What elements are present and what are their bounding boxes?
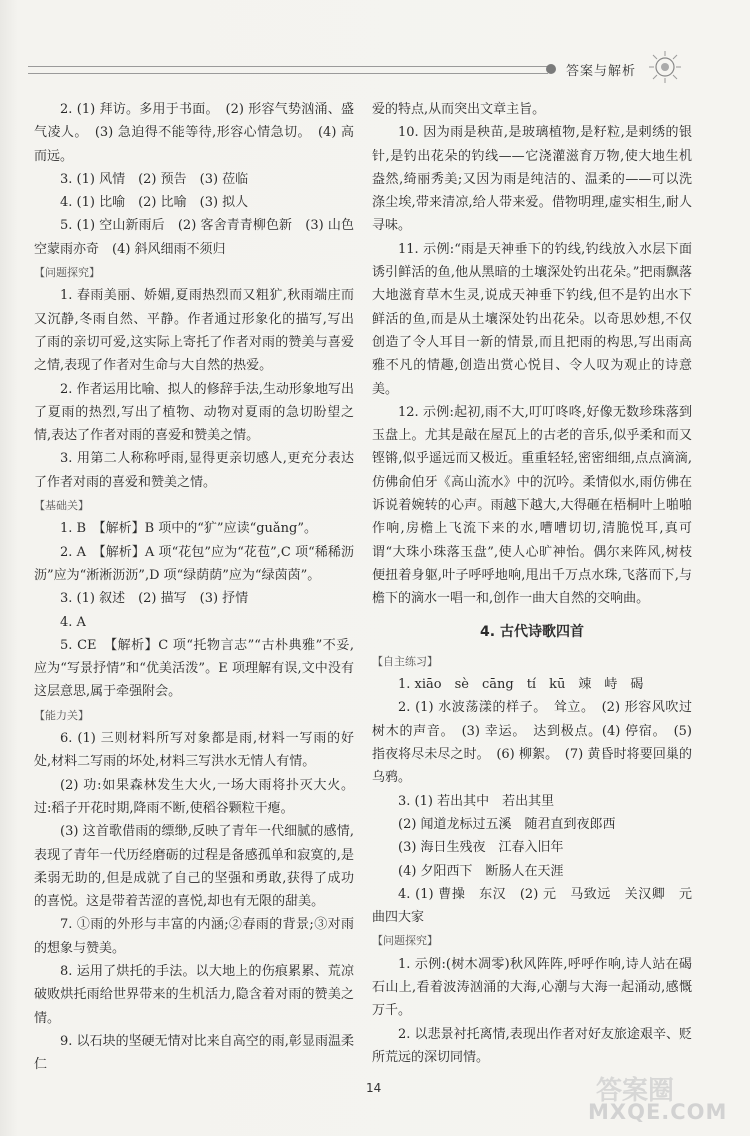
answer-paragraph: 1. xiāo sè cāng tí kū 竦 峙 碣 [398,677,644,693]
answer-paragraph: 12. 示例:起初,雨不大,叮叮咚咚,好像无数珍珠落到玉盘上。尤其是敲在屋瓦上的古老的音乐,似乎柔和而又铿锵,似乎遥远而又极近。重重轻轻,密密细细,点点滴滴,仿佛俞伯牙《高山流水》中的沉吟。柔情似水,雨仿佛在诉说着婉转的心声。雨越下越大,大得砸在梧桐叶上啪啪作响,房檐上飞流下来的水,嘈嘈切切,清脆悦耳,真可谓“大珠小珠落玉盘”,使人心旷神怡。偶尔来阵风,树枝便扭着身躯,叶子呼呼地响,甩出千万点水珠,飞落而下,与檐下的滴水一唱一和,创作一曲大自然的交响曲。 [372,404,692,607]
answer-paragraph: 4. A [60,614,86,630]
sun-emblem-icon [648,50,682,84]
answer-paragraph: 1. 春雨美丽、娇媚,夏雨热烈而又粗犷,秋雨端庄而又沉静,冬雨自然、平静。作者通过形象化的描写,写出了雨的亲切可爱,这实际上寄托了作者对雨的赞美与喜爱之情,表现了作者对生命与大自然的热爱。 [34,288,354,374]
watermark-bottom-text: MXQE.COM [588,1100,728,1124]
section-tag: 【问题探究】 [372,934,438,948]
answer-paragraph: 1. B 【解析】B 项中的“犷”应读“guǎng”。 [60,521,317,537]
answer-paragraph: 2. A 【解析】A 项“花包”应为“花苞”,C 项“稀稀沥沥”应为“淅淅沥沥”,D 项“绿荫荫”应为“绿茵茵”。 [34,544,354,583]
left-column [34,98,354,1076]
watermark-logo [588,1070,738,1130]
section-title: 4. 古代诗歌四首 [480,623,584,640]
answer-paragraph: 5. CE 【解析】C 项“托物言志”“古朴典雅”不妥,应为“写景抒情”和“优美活泼”。E 项理解有误,文中没有这层意思,属于牵强附会。 [34,637,354,700]
section-tag: 【能力关】 [34,708,89,722]
answer-paragraph: 1. 示例:(树木凋零)秋风阵阵,呼呼作响,诗人站在碣石山上,看着波涛汹涌的大海,心潮与大海一起涌动,感慨万千。 [372,956,692,1019]
watermark-top-text: 答案圈 [596,1076,675,1106]
header-dot [546,64,556,74]
answer-paragraph: (4) 夕阳西下 断肠人在天涯 [398,863,564,879]
header-title: 答案与解析 [566,64,637,79]
answer-paragraph: 4. (1) 比喻 (2) 比喻 (3) 拟人 [60,195,249,211]
section-tag: 【自主练习】 [372,654,438,668]
answer-paragraph: 2. (1) 水波荡漾的样子。 耸立。 (2) 形容风吹过树木的声音。 (3) 幸运。 达到极点。(4) 停宿。 (5) 指夜将尽未尽之时。 (6) 柳絮。 (7) 黄昏时将要回巢的乌鸦。 [372,700,692,786]
answer-paragraph: 8. 运用了烘托的手法。以大地上的伤痕累累、荒凉破败烘托雨给世界带来的生机活力,隐含着对雨的赞美之情。 [34,963,354,1026]
answer-paragraph: 3. (1) 叙述 (2) 描写 (3) 抒情 [60,591,249,607]
answer-paragraph: 10. 因为雨是秧苗,是玻璃植物,是籽粒,是剌绣的银针,是钓出花朵的钓线——它浇灌滋育万物,使大地生机盎然,绮丽秀美;又因为雨是纯洁的、温柔的——可以洗涤尘埃,带来清凉,给人带来爱。借物明理,虚实相生,耐人寻味。 [372,125,692,234]
answer-paragraph: 2. (1) 拜访。多用于书面。 (2) 形容气势汹涌、盛气凌人。 (3) 急迫得不能等待,形容心情急切。 (4) 高而远。 [34,102,354,164]
answer-paragraph: 爱的特点,从而突出文章主旨。 [372,102,546,117]
answer-paragraph: (3) 这首歌借雨的缥缈,反映了青年一代细腻的感情,表现了青年一代历经磨砺的过程是备感孤单和寂寞的,是柔弱无助的,但是成就了自己的坚强和勇敢,获得了成功的喜悦。这是带着苦涩的喜悦,却也有无限的甜美。 [34,824,354,910]
answer-paragraph: (2) 闻道龙标过五溪 随君直到夜郎西 [398,816,616,832]
section-tag: 【基础关】 [34,499,89,513]
header-rule [28,66,548,74]
answer-paragraph: 4. (1) 曹操 东汉 (2) 元 马致远 关汉卿 元曲四大家 [372,886,692,926]
answer-paragraph: 11. 示例:“雨是天神垂下的钓线,钓线放入水层下面诱引鲜活的鱼,他从黑暗的土壤深处钓出花朵。”把雨飘落大地滋育草木生灵,说成天神垂下钓线,但不是钓出水下鲜活的鱼,而是从土壤深处钓出花朵。以奇思妙想,不仅创造了令人耳目一新的情景,而且把雨的构思,写出雨高雅不凡的情趣,创造出赏心悦目、令人叹为观止的诗意美。 [372,241,692,397]
answer-paragraph: 5. (1) 空山新雨后 (2) 客舍青青柳色新 (3) 山色空蒙雨亦奇 (4) 斜风细雨不须归 [34,218,354,257]
answer-paragraph: 3. 用第二人称称呼雨,显得更亲切感人,更充分表达了作者对雨的喜爱和赞美之情。 [34,451,354,490]
answer-paragraph: 2. 以悲景衬托离情,表现出作者对好友旅途艰辛、贬所荒远的深切同情。 [372,1026,692,1065]
answer-paragraph: 7. ①雨的外形与丰富的内涵;②春雨的背景;③对雨的想象与赞美。 [34,917,354,956]
answer-paragraph: 2. 作者运用比喻、拟人的修辞手法,生动形象地写出了夏雨的热烈,写出了植物、动物对夏雨的急切盼望之情,表达了作者对雨的喜爱和赞美之情。 [34,381,354,444]
section-tag: 【问题探究】 [34,266,100,280]
answer-paragraph: 6. (1) 三则材料所写对象都是雨,材料一写雨的好处,材料二写雨的坏处,材料三写洪水无情人有情。 [34,731,354,770]
answer-paragraph: 3. (1) 风情 (2) 预告 (3) 莅临 [60,171,249,187]
answer-paragraph: 9. 以石块的坚硬无情对比来自高空的雨,彰显雨温柔仁 [34,1033,354,1073]
answer-paragraph: (3) 海日生残夜 江春入旧年 [398,840,564,856]
right-column [372,98,692,1069]
page-number: 14 [366,1081,382,1095]
answer-paragraph: (2) 功:如果森林发生大火,一场大雨将扑灭大火。过:稻子开花时期,降雨不断,使稻谷颗粒干瘪。 [34,777,354,816]
answer-paragraph: 3. (1) 若出其中 若出其里 [398,793,555,809]
